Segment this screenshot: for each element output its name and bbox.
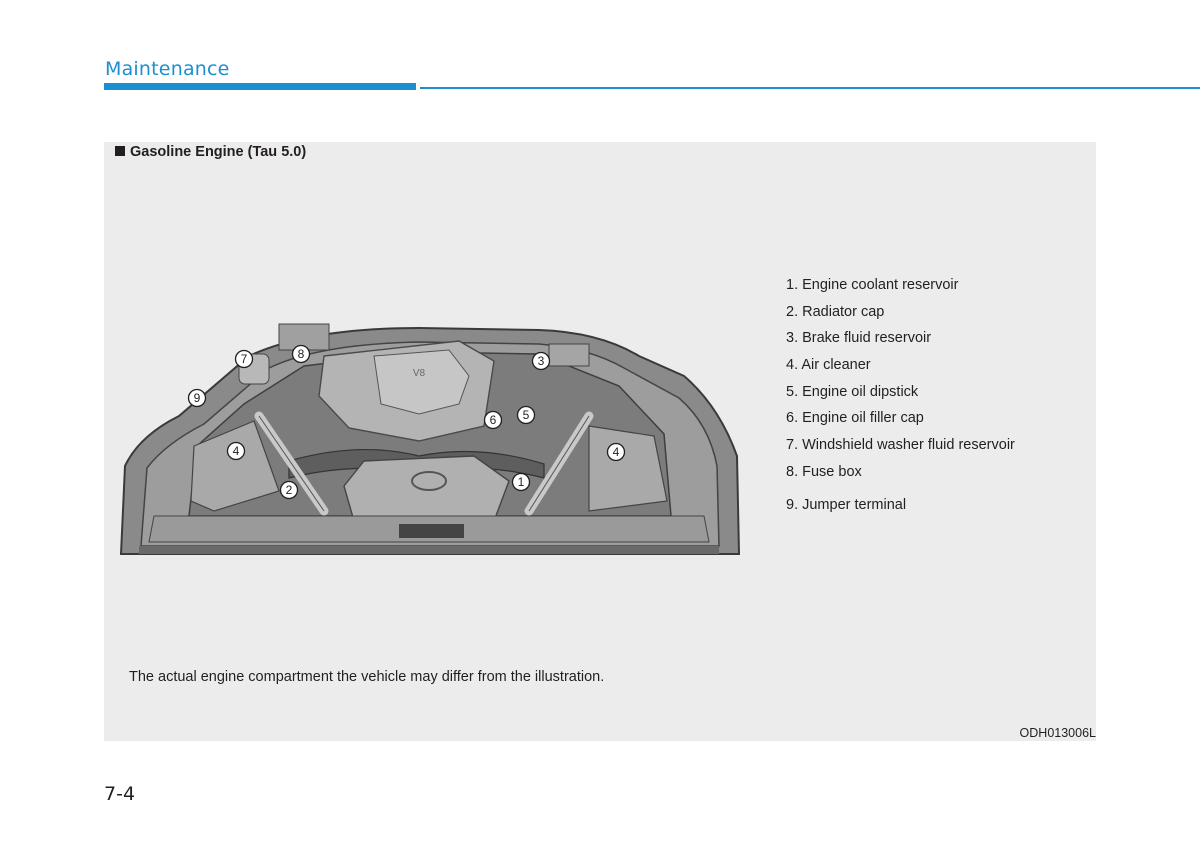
svg-text:5: 5: [522, 408, 530, 422]
legend-item: 5. Engine oil dipstick: [786, 383, 919, 400]
callout-1: [513, 474, 530, 491]
svg-text:7: 7: [240, 352, 248, 366]
callout-8: [293, 346, 310, 363]
callout-4-left: [228, 443, 245, 460]
component-legend: [786, 276, 1015, 522]
header-rule-thick: [104, 83, 416, 90]
figure-disclaimer: The actual engine compartment the vehicle may differ from the illustration.: [129, 669, 605, 685]
svg-text:4: 4: [612, 445, 620, 459]
figure-heading-text: Gasoline Engine (Tau 5.0): [130, 144, 307, 160]
header-rule-thin: [420, 87, 1200, 89]
svg-text:2: 2: [285, 483, 293, 497]
legend-item: 1. Engine coolant reservoir: [786, 277, 959, 293]
square-bullet-icon: [115, 146, 125, 156]
callout-7: [236, 351, 253, 368]
section-header-title: Maintenance: [105, 58, 230, 80]
legend-item: 8. Fuse box: [786, 463, 862, 480]
legend-item: 9. Jumper terminal: [786, 496, 907, 513]
engine-compartment-illustration: [119, 316, 741, 561]
legend-item: 7. Windshield washer fluid reservoir: [786, 437, 1015, 454]
figure-heading: [115, 144, 306, 160]
callout-5: [518, 407, 535, 424]
legend-item: 6. Engine oil filler cap: [786, 410, 924, 427]
callout-3: [533, 353, 550, 370]
svg-text:4: 4: [232, 444, 240, 458]
callout-2: [281, 482, 298, 499]
callout-4-right: [608, 444, 625, 461]
figure-code: ODH013006L: [1019, 726, 1096, 740]
svg-text:8: 8: [297, 347, 305, 361]
svg-text:6: 6: [489, 413, 497, 427]
svg-text:9: 9: [193, 391, 201, 405]
legend-item: 2. Radiator cap: [786, 303, 885, 320]
engine-badge-label: V8: [412, 368, 426, 379]
callout-9: [189, 390, 206, 407]
svg-text:1: 1: [517, 475, 525, 489]
callout-6: [485, 412, 502, 429]
page-number: 7-4: [104, 783, 136, 805]
legend-item: 4. Air cleaner: [786, 357, 871, 374]
svg-text:3: 3: [537, 354, 545, 368]
legend-item: 3. Brake fluid reservoir: [786, 330, 932, 347]
